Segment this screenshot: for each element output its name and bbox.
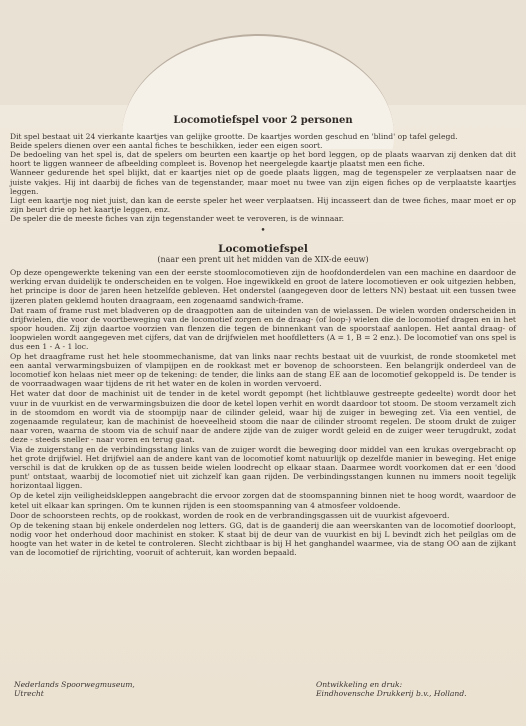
description-paragraph: Door de schoorsteen rechts, op de rookkast, worden de rook en de verbrandingsgassen uit de vuurkist afgevoerd.	[10, 510, 450, 520]
section-title: Locomotiefspel	[218, 243, 308, 256]
printer-credit	[316, 680, 467, 698]
description-paragraph: Via de zuigerstang en de verbindingsstang links van de zuiger wordt die beweging door middel van een krukas overgebracht op het grote drijfwiel. Het drijfwiel aan de andere kant van de locomotief komt natuurlijk op dezelfde manier in beweging. Het enige verschil is dat de krukken op de as tussen beide wielen loodrecht op elkaar staan. Daarmee wordt voorkomen dat er een 'dood punt' ontstaat, waarbij de locomotief niet uit zichzelf kan gaan rijden. De verbindingsstangen kunnen nu immers nooit tegelijk horizontaal liggen.	[10, 445, 516, 491]
description-paragraph: Dat raam of frame rust met bladveren op de draagpotten aan de uiteinden van de wielassen. De wielen worden onderscheiden in drijfwielen, die voor de voortbeweging van de locomotief zorgen en de draag- (of loop-) wielen die de locomotief dragen en in het spoor houden. Zij zijn daartoe voorzien van flenzen die tegen de binnenkant van de spoorstaaf aanlopen. Het aantal draag- of loopwielen wordt aangegeven met cijfers, dat van de drijfwielen met hoofdletters (A = 1, B = 2 enz.). De locomotief van ons spel is dus een 1 - A - 1 loc.	[10, 305, 516, 351]
museum-city: Utrecht	[14, 689, 44, 698]
game-title: Locomotiefspel voor 2 personen	[173, 115, 353, 126]
description-paragraph: Op de tekening staan bij enkele onderdelen nog letters. GG, dat is de gaanderij die aan weerskanten van de locomotief doorloopt, nodig voor het onderhoud door machinist en stoker. K staat bij de deur van de vuurkist en bij L bevindt zich het peilglas om de hoogte van het water in de ketel te controleren. Slecht zichtbaar is bij H het ganghandel waarmee, via de stang OO aan de zijkant van de locomotief de rijrichting, vooruit of achteruit, kan worden bepaald.	[10, 520, 516, 558]
section-subtitle: (naar een prent uit het midden van de XIX-de eeuw)	[157, 255, 369, 265]
rules-paragraph: Wanneer gedurende het spel blijkt, dat er kaartjes niet op de goede plaats liggen, mag de tegenspeler ze verplaatsen naar de juiste vakjes. Hij int daarbij de fiches van de tegenstander, maar moet nu twee van zijn eigen fiches op de verplaatste kaartjes leggen.	[10, 168, 516, 196]
description-paragraph: Het water dat door de machinist uit de tender in de ketel wordt gepompt (het lichtblauwe gestreepte gedeelte) wordt door het vuur in de vuurkist en de verwarmingsbuizen die door de ketel lopen verhit en wordt daardoor tot stoom. De stoom verzamelt zich in de stoomdom en wordt via de stoompijp naar de cilinder geleid, waar hij de zuiger in beweging zet. Via een ventiel, de zogenaamde regulateur, kan de machinist de hoeveelheid stoom die naar de cilinder stroomt regelen. De stoom drukt de zuiger naar voren, waarna de stoom via de schuif naar de andere zijde van de zuiger wordt geleid en de zuiger weer terugdrukt, zodat deze - steeds sneller - naar voren en terug gaat.	[10, 389, 516, 444]
printer-label: Ontwikkeling en druk:	[316, 680, 403, 689]
separator-bullet: •	[260, 226, 266, 237]
text-content	[10, 100, 516, 720]
description-paragraph: Op het draagframe rust het hele stoommechanisme, dat van links naar rechts bestaat uit de vuurkist, de ronde stoomketel met een aantal verwarmingsbuizen of vlampijpen en de rookkast met er bovenop de schoorsteen. Een belangrijk onderdeel van de locomotief kon helaas niet meer op de tekening: de tender, die links aan de stang EE aan de locomotief gekoppeld is. De tender is de voorraadwagen waar tijdens de rit het water en de kolen in worden vervoerd.	[10, 352, 516, 389]
museum-name: Nederlands Spoorwegmuseum,	[14, 680, 135, 689]
rules-paragraph: Beide spelers dienen over een aantal fiches te beschikken, ieder een eigen soort.	[10, 141, 323, 151]
rules-paragraph: De speler die de meeste fiches van zijn tegenstander weet te veroveren, is de winnaar.	[10, 213, 345, 223]
printer-name: Eindhovensche Drukkerij b.v., Holland.	[316, 689, 467, 698]
rules-paragraph: Ligt een kaartje nog niet juist, dan kan de eerste speler het weer verplaatsen. Hij incasseert dan de twee fiches, maar moet er op zijn beurt drie op het kaartje leggen, enz.	[10, 195, 516, 214]
rules-paragraph: Dit spel bestaat uit 24 vierkante kaartjes van gelijke grootte. De kaartjes worden geschud en 'blind' op tafel gelegd.	[10, 132, 458, 142]
description-paragraph: Op de ketel zijn veiligheidskleppen aangebracht die ervoor zorgen dat de stoomspanning binnen niet te hoog wordt, waardoor de ketel uit elkaar kan springen. Om te kunnen rijden is een stoomspanning van 4 atmosfeer voldoende.	[10, 491, 516, 510]
museum-credit	[14, 680, 135, 698]
rules-paragraph: De bedoeling van het spel is, dat de spelers om beurten een kaartje op het bord leggen, op de plaats waarvan zij denken dat dit hoort te liggen wanneer de afbeelding compleet is. Bovenop het neergelegde kaartje plaatst men een fiche.	[10, 150, 516, 169]
description-paragraph: Op deze opengewerkte tekening van een der eerste stoomlocomotieven zijn de hoofdonderdelen van een machine en daardoor de werking ervan duidelijk te onderscheiden en te volgen. Hoe ingewikkeld en groot de latere locomotieven er ook uitgezien hebben, het principe is door de jaren heen hetzelfde gebleven. Het onderstel (aangegeven door de letters NN) bestaat uit een tussen twee ijzeren platen geklemd houten draagraam, een zogenaamd sandwich-frame.	[10, 268, 516, 305]
